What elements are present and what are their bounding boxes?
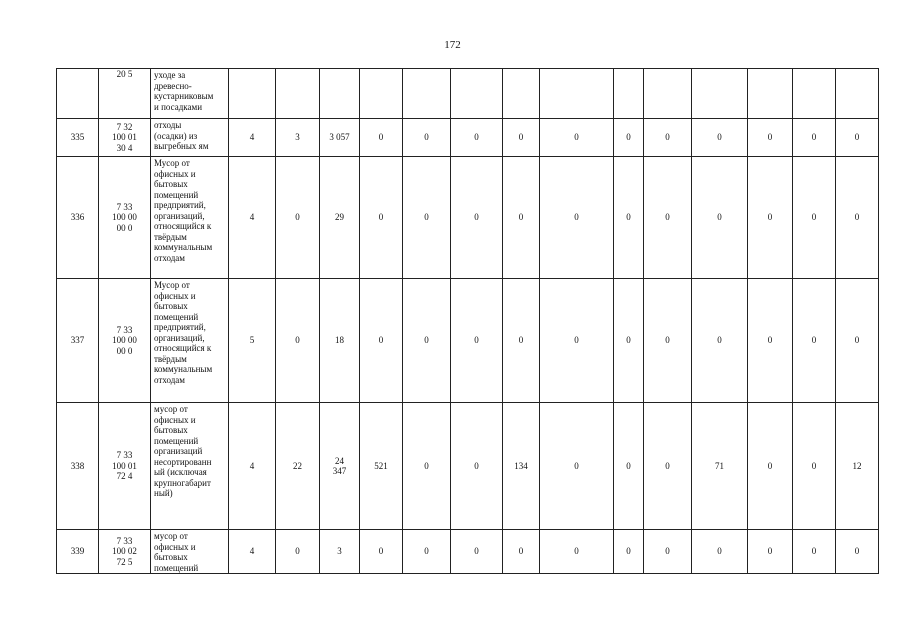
value-cell: 0 bbox=[614, 279, 644, 403]
description-line: бытовых bbox=[154, 425, 188, 435]
description-line: ый (исключая bbox=[154, 467, 207, 477]
description-line: офисных и bbox=[154, 168, 196, 179]
value-cell: 0 bbox=[614, 157, 644, 279]
value-cell bbox=[793, 69, 836, 119]
value-cell: 0 bbox=[644, 530, 692, 574]
value-cell: 0 bbox=[540, 279, 614, 403]
value-cell: 0 bbox=[793, 279, 836, 403]
value-cell: 0 bbox=[644, 157, 692, 279]
waste-register-table bbox=[56, 68, 879, 574]
row-number-cell: 335 bbox=[57, 119, 99, 157]
value-cell: 5 bbox=[229, 279, 276, 403]
description-line: бытовых bbox=[154, 179, 188, 189]
value-cell: 0 bbox=[403, 403, 451, 530]
description-line: организаций bbox=[154, 446, 203, 456]
value-cell bbox=[320, 69, 360, 119]
description-line: помещений bbox=[154, 562, 199, 573]
waste-code-cell bbox=[99, 403, 151, 530]
value-cell: 0 bbox=[360, 157, 403, 279]
table-row bbox=[57, 530, 879, 574]
value-cell bbox=[836, 69, 879, 119]
description-line: Мусор от bbox=[154, 158, 190, 168]
value-cell: 0 bbox=[276, 530, 320, 574]
value-cell: 0 bbox=[451, 403, 503, 530]
waste-code-line: 72 5 bbox=[116, 556, 133, 567]
value-cell bbox=[276, 69, 320, 119]
value-cell: 0 bbox=[276, 279, 320, 403]
value-cell bbox=[540, 69, 614, 119]
description-line: коммунальным bbox=[154, 242, 213, 252]
value-cell: 0 bbox=[540, 157, 614, 279]
value-cell: 4 bbox=[229, 119, 276, 157]
description-line: твёрдым bbox=[154, 353, 187, 364]
waste-code-line: 7 33 bbox=[116, 450, 133, 461]
value-cell: 0 bbox=[403, 119, 451, 157]
waste-code-cell bbox=[99, 279, 151, 403]
description-line: несортированн bbox=[154, 456, 212, 467]
value-cell: 0 bbox=[748, 157, 793, 279]
description-line: относящийся к bbox=[154, 343, 212, 353]
description-line: ный) bbox=[154, 488, 173, 498]
row-number-cell: 336 bbox=[57, 157, 99, 279]
waste-code-line: 7 33 bbox=[116, 201, 133, 212]
waste-code-line: 7 33 bbox=[116, 324, 133, 335]
value-cell: 4 bbox=[229, 157, 276, 279]
value-cell: 4 bbox=[229, 530, 276, 574]
value-cell: 0 bbox=[692, 157, 748, 279]
value-cell: 0 bbox=[644, 403, 692, 530]
waste-code-cell bbox=[99, 157, 151, 279]
waste-description-cell bbox=[151, 279, 229, 403]
value-cell: 0 bbox=[503, 530, 540, 574]
value-cell: 0 bbox=[276, 157, 320, 279]
value-cell: 0 bbox=[451, 157, 503, 279]
waste-code-line: 100 00 bbox=[112, 212, 137, 223]
value-cell: 0 bbox=[360, 119, 403, 157]
value-cell: 0 bbox=[836, 157, 879, 279]
value-cell: 3 bbox=[276, 119, 320, 157]
table-body bbox=[57, 69, 879, 574]
value-cell bbox=[403, 69, 451, 119]
description-line: коммунальным bbox=[154, 364, 213, 374]
description-line: офисных и bbox=[154, 414, 196, 425]
description-line: мусор от bbox=[154, 531, 188, 541]
waste-description-cell bbox=[151, 119, 229, 157]
value-cell: 0 bbox=[793, 403, 836, 530]
page-number: 172 bbox=[444, 39, 461, 51]
value-cell: 521 bbox=[360, 403, 403, 530]
value-cell: 0 bbox=[360, 279, 403, 403]
value-cell: 0 bbox=[793, 157, 836, 279]
value-cell: 0 bbox=[692, 279, 748, 403]
value-cell: 0 bbox=[748, 119, 793, 157]
waste-description-cell bbox=[151, 403, 229, 530]
description-line: офисных и bbox=[154, 290, 196, 301]
value-cell: 0 bbox=[503, 157, 540, 279]
waste-code-line: 7 32 bbox=[116, 121, 133, 132]
value-cell: 0 bbox=[614, 530, 644, 574]
waste-description-cell bbox=[151, 157, 229, 279]
row-number-cell bbox=[57, 69, 99, 119]
description-line: бытовых bbox=[154, 301, 188, 311]
value-cell: 0 bbox=[403, 157, 451, 279]
waste-code-line: 00 0 bbox=[116, 222, 133, 233]
value-cell: 0 bbox=[614, 403, 644, 530]
description-line: (осадки) из bbox=[154, 130, 198, 141]
description-line: помещений bbox=[154, 311, 199, 322]
value-cell: 0 bbox=[793, 530, 836, 574]
value-cell bbox=[451, 69, 503, 119]
value-cell: 0 bbox=[644, 279, 692, 403]
waste-description-cell bbox=[151, 69, 229, 119]
value-cell: 0 bbox=[451, 119, 503, 157]
row-number-cell: 339 bbox=[57, 530, 99, 574]
row-number-cell: 338 bbox=[57, 403, 99, 530]
value-cell bbox=[748, 69, 793, 119]
description-line: крупногабарит bbox=[154, 477, 211, 488]
row-number-cell: 337 bbox=[57, 279, 99, 403]
value-cell: 0 bbox=[614, 119, 644, 157]
value-cell: 71 bbox=[692, 403, 748, 530]
description-line: выгребных ям bbox=[154, 141, 209, 151]
table-row bbox=[57, 279, 879, 403]
description-line: предприятий, bbox=[154, 322, 206, 332]
description-line: организаций, bbox=[154, 332, 205, 343]
description-line: бытовых bbox=[154, 552, 188, 562]
value-cell bbox=[614, 69, 644, 119]
value-cell: 0 bbox=[403, 530, 451, 574]
value-cell: 134 bbox=[503, 403, 540, 530]
description-line: предприятий, bbox=[154, 200, 206, 210]
description-line: уходе за bbox=[154, 70, 186, 80]
value-cell: 0 bbox=[451, 530, 503, 574]
value-cell bbox=[503, 69, 540, 119]
waste-code-line: 100 00 bbox=[112, 335, 137, 346]
waste-code-line: 72 4 bbox=[116, 471, 133, 482]
waste-code-cell bbox=[99, 530, 151, 574]
value-cell: 0 bbox=[836, 530, 879, 574]
value-cell: 0 bbox=[748, 530, 793, 574]
description-line: Мусор от bbox=[154, 280, 190, 290]
waste-description-cell bbox=[151, 530, 229, 574]
description-line: отходы bbox=[154, 120, 182, 130]
description-line: отходам bbox=[154, 252, 185, 263]
value-cell: 18 bbox=[320, 279, 360, 403]
description-line: твёрдым bbox=[154, 231, 187, 242]
value-cell: 0 bbox=[836, 119, 879, 157]
value-cell: 0 bbox=[793, 119, 836, 157]
waste-code-line: 00 0 bbox=[116, 345, 133, 356]
waste-code-line: 20 5 bbox=[116, 69, 133, 79]
value-cell: 0 bbox=[836, 279, 879, 403]
value-cell bbox=[692, 69, 748, 119]
value-cell: 22 bbox=[276, 403, 320, 530]
value-cell: 0 bbox=[692, 530, 748, 574]
value-cell: 0 bbox=[360, 530, 403, 574]
waste-code-cell bbox=[99, 69, 151, 119]
value-cell: 4 bbox=[229, 403, 276, 530]
table-row bbox=[57, 403, 879, 530]
value-cell: 0 bbox=[540, 119, 614, 157]
description-line: помещений bbox=[154, 435, 199, 446]
value-cell: 0 bbox=[451, 279, 503, 403]
table-row bbox=[57, 119, 879, 157]
value-cell: 0 bbox=[503, 119, 540, 157]
description-line: относящийся к bbox=[154, 221, 212, 231]
table-row bbox=[57, 157, 879, 279]
waste-code-line: 30 4 bbox=[116, 142, 133, 153]
value-cell: 0 bbox=[748, 279, 793, 403]
description-line: кустарниковым bbox=[154, 91, 214, 101]
value-cell: 12 bbox=[836, 403, 879, 530]
value-cell bbox=[644, 69, 692, 119]
value-cell: 0 bbox=[503, 279, 540, 403]
description-line: офисных и bbox=[154, 541, 196, 552]
value-cell: 3 bbox=[320, 530, 360, 574]
description-line: мусор от bbox=[154, 404, 188, 414]
description-line: и посадками bbox=[154, 101, 203, 112]
value-cell bbox=[229, 69, 276, 119]
value-cell: 0 bbox=[540, 403, 614, 530]
description-line: древесно- bbox=[154, 80, 192, 91]
waste-code-line: 7 33 bbox=[116, 535, 133, 546]
value-cell: 3 057 bbox=[320, 119, 360, 157]
waste-code-line: 100 02 bbox=[112, 546, 137, 557]
value-cell: 0 bbox=[644, 119, 692, 157]
description-line: помещений bbox=[154, 189, 199, 200]
description-line: отходам bbox=[154, 374, 185, 385]
value-cell: 0 bbox=[692, 119, 748, 157]
value-cell: 24 347 bbox=[320, 403, 360, 530]
value-cell: 29 bbox=[320, 157, 360, 279]
waste-code-line: 100 01 bbox=[112, 460, 137, 471]
waste-code-line: 100 01 bbox=[112, 132, 137, 143]
value-cell bbox=[360, 69, 403, 119]
value-cell: 0 bbox=[748, 403, 793, 530]
value-cell: 0 bbox=[540, 530, 614, 574]
table-row bbox=[57, 69, 879, 119]
description-line: организаций, bbox=[154, 210, 205, 221]
value-cell: 0 bbox=[403, 279, 451, 403]
waste-code-cell bbox=[99, 119, 151, 157]
